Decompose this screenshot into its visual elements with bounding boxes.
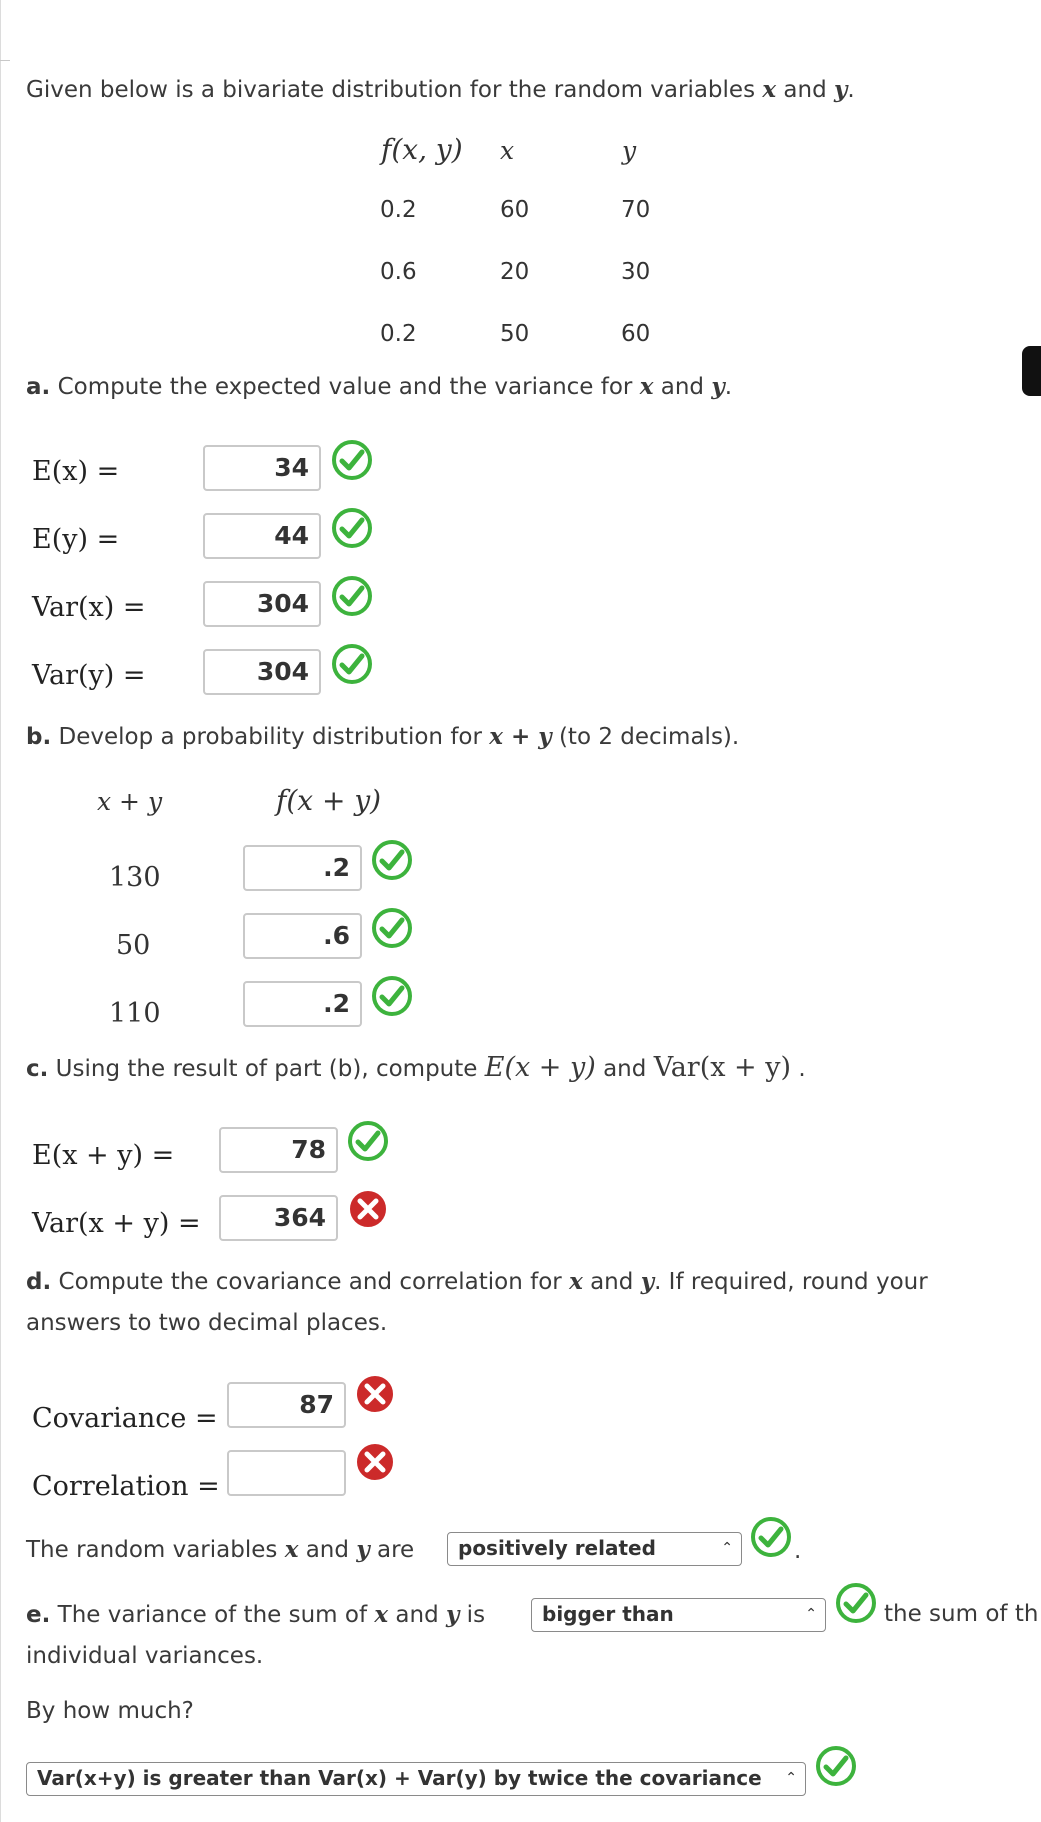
table-header-x: x: [500, 136, 515, 165]
table-cell: 70: [621, 197, 651, 223]
part-e-prompt: e. The variance of the sum of x and y is: [26, 1601, 486, 1628]
check-icon: [835, 1582, 877, 1624]
table-cell: 30: [621, 259, 651, 285]
check-icon: [331, 507, 373, 549]
part-d-prompt-line2: answers to two decimal places.: [26, 1310, 388, 1336]
frame-edge: [0, 0, 1, 1822]
relation-text: The random variables x and y are: [26, 1536, 415, 1563]
varx-label: Var(x) =: [32, 592, 146, 623]
side-tab[interactable]: [1022, 346, 1041, 396]
covariance-input[interactable]: 87: [227, 1382, 346, 1428]
ey-input[interactable]: 44: [203, 513, 321, 559]
check-icon: [347, 1120, 389, 1162]
covariance-label: Covariance =: [32, 1403, 218, 1434]
sum-value: 50: [116, 930, 151, 961]
check-icon: [331, 575, 373, 617]
check-icon: [331, 643, 373, 685]
check-icon: [371, 839, 413, 881]
prob-col-header: f(x + y): [276, 784, 382, 817]
part-a-prompt: a. Compute the expected value and the variance for x and y.: [26, 373, 733, 400]
sum-value: 110: [109, 998, 161, 1029]
table-cell: 20: [500, 259, 530, 285]
varxy-label: Var(x + y) =: [32, 1208, 201, 1239]
check-icon: [815, 1745, 857, 1787]
check-icon: [371, 975, 413, 1017]
variance-compare-select[interactable]: bigger than ⌃︎: [531, 1598, 826, 1632]
part-d-prompt: d. Compute the covariance and correlation for x and y. If required, round your: [26, 1268, 928, 1295]
table-cell: 0.6: [380, 259, 417, 285]
sum-col-header: x + y: [97, 787, 163, 816]
table-header-y: y: [622, 136, 637, 165]
table-cell: 60: [621, 321, 651, 347]
relation-period: .: [794, 1538, 802, 1564]
intro-text: Given below is a bivariate distribution for the random variables x and y.: [26, 76, 855, 103]
select-arrows-icon: ⌃︎: [785, 1770, 797, 1786]
correlation-input[interactable]: [227, 1450, 346, 1496]
correlation-label: Correlation =: [32, 1471, 220, 1502]
part-e-after-text: the sum of th: [884, 1601, 1039, 1627]
part-c-prompt: c. Using the result of part (b), compute E(x + y) and Var(x + y) .: [26, 1052, 806, 1083]
x-mark-icon: [354, 1441, 396, 1483]
frame-edge-top: [0, 60, 10, 61]
prob-input[interactable]: .2: [243, 981, 362, 1027]
table-cell: 0.2: [380, 197, 417, 223]
vary-input[interactable]: 304: [203, 649, 321, 695]
table-cell: 50: [500, 321, 530, 347]
part-e-line2: individual variances.: [26, 1643, 264, 1669]
table-header-fxy: f(x, y): [381, 133, 463, 166]
part-b-prompt: b. Develop a probability distribution for x + y (to 2 decimals).: [26, 723, 740, 750]
difference-select[interactable]: Var(x+y) is greater than Var(x) + Var(y) by twice the covariance ⌃︎: [26, 1762, 806, 1796]
prob-input[interactable]: .6: [243, 913, 362, 959]
exy-label: E(x + y) =: [32, 1140, 175, 1171]
select-arrows-icon: ⌃︎: [721, 1540, 733, 1556]
select-arrows-icon: ⌃︎: [805, 1606, 817, 1622]
table-cell: 0.2: [380, 321, 417, 347]
varx-input[interactable]: 304: [203, 581, 321, 627]
varxy-input[interactable]: 364: [219, 1195, 338, 1241]
relation-select[interactable]: positively related ⌃︎: [447, 1532, 742, 1566]
table-cell: 60: [500, 197, 530, 223]
ex-input[interactable]: 34: [203, 445, 321, 491]
exy-input[interactable]: 78: [219, 1127, 338, 1173]
prob-input[interactable]: .2: [243, 845, 362, 891]
how-much-question: By how much?: [26, 1698, 194, 1724]
ey-label: E(y) =: [32, 524, 120, 555]
check-icon: [371, 907, 413, 949]
check-icon: [750, 1516, 792, 1558]
x-mark-icon: [347, 1188, 389, 1230]
check-icon: [331, 439, 373, 481]
x-mark-icon: [354, 1373, 396, 1415]
vary-label: Var(y) =: [32, 660, 146, 691]
ex-label: E(x) =: [32, 456, 120, 487]
sum-value: 130: [109, 862, 161, 893]
